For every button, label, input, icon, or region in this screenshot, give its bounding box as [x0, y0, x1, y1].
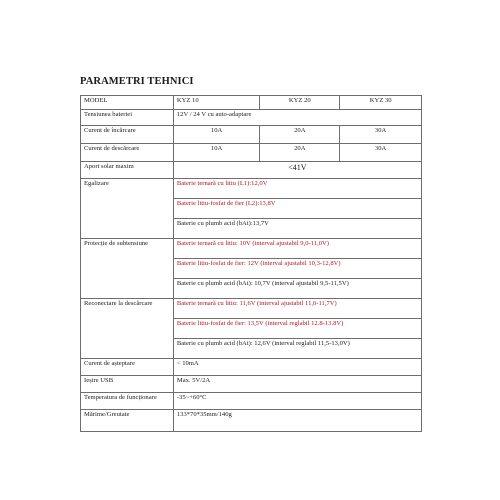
reconnect-lead-acid: Baterie cu plumb acid (bAt): 12,6V (interval reglabil 11,5-13,0V) — [173, 339, 421, 359]
header-model-kyz30: KYZ 30 — [340, 96, 422, 110]
equalization-lifepo4: Baterie litiu-fosfat de fier (L2):13,8V — [173, 199, 421, 219]
charge-current-kyz10: 10A — [173, 126, 260, 144]
spec-table — [80, 95, 422, 432]
reconnect-lifepo4: Baterie litiu-fosfat de fier: 13,5V (interval reglabil 12.8-13.8V) — [173, 319, 421, 339]
operating-temp-label: Temperatura de funcționare — [81, 393, 174, 410]
equalization-lead-acid: Baterie cu plumb acid (bAt):13,7V — [173, 219, 421, 239]
reconnect-ternary-lithium: Baterie ternară cu litiu: 11,6V (interval ajustabil 11,0-11,7V) — [173, 299, 421, 319]
header-model-kyz20: KYZ 20 — [260, 96, 340, 110]
table-row — [81, 144, 422, 162]
undervoltage-lead-acid: Baterie cu plumb acid (bAt): 10,7V (interval ajustabil 9,5-11,5V) — [173, 279, 421, 299]
standby-current-label: Curent de așteptare — [81, 359, 174, 376]
table-row — [81, 126, 422, 144]
table-row — [81, 179, 422, 199]
table-row — [81, 96, 422, 110]
undervoltage-label: Protecție de subtensiune — [81, 239, 174, 299]
header-model-label: MODEL — [81, 96, 174, 110]
charge-current-label: Curent de încărcare — [81, 126, 174, 144]
usb-output-label: Ieșire USB — [81, 376, 174, 393]
battery-voltage-value: 12V / 24 V cu auto-adaptare — [173, 110, 421, 126]
operating-temp-value: -35~+60°C — [173, 393, 421, 410]
equalization-label: Egalizare — [81, 179, 174, 239]
table-row — [81, 162, 422, 179]
solar-input-label: Aport solar maxim — [81, 162, 174, 179]
battery-voltage-label: Tensiunea bateriei — [81, 110, 174, 126]
undervoltage-ternary-lithium: Baterie ternară cu litiu: 10V (interval ajustabil 9,0-11,0V) — [173, 239, 421, 259]
solar-input-value: <41V — [173, 162, 421, 179]
discharge-current-kyz20: 20A — [260, 144, 340, 162]
table-row — [81, 393, 422, 410]
discharge-current-label: Curent de descărcare — [81, 144, 174, 162]
section-title: PARAMETRI TEHNICI — [80, 76, 194, 87]
table-row — [81, 359, 422, 376]
size-weight-label: Mărime/Greutate — [81, 410, 174, 432]
header-model-kyz10: KYZ 10 — [173, 96, 260, 110]
standby-current-value: < 10mA — [173, 359, 421, 376]
charge-current-kyz20: 20A — [260, 126, 340, 144]
reconnect-label: Reconectare la descărcare — [81, 299, 174, 359]
table-row — [81, 239, 422, 259]
discharge-current-kyz30: 30A — [340, 144, 422, 162]
table-row — [81, 110, 422, 126]
table-row — [81, 410, 422, 432]
charge-current-kyz30: 30A — [340, 126, 422, 144]
discharge-current-kyz10: 10A — [173, 144, 260, 162]
table-row — [81, 376, 422, 393]
table-row — [81, 299, 422, 319]
size-weight-value: 133*70*35mm/140g — [173, 410, 421, 432]
usb-output-value: Max. 5V/2A — [173, 376, 421, 393]
undervoltage-lifepo4: Baterie litiu-fosfat de fier: 12V (interval ajustabil 10,3-12,8V) — [173, 259, 421, 279]
equalization-ternary-lithium: Baterie ternară cu litiu (L1):12,0V — [173, 179, 421, 199]
